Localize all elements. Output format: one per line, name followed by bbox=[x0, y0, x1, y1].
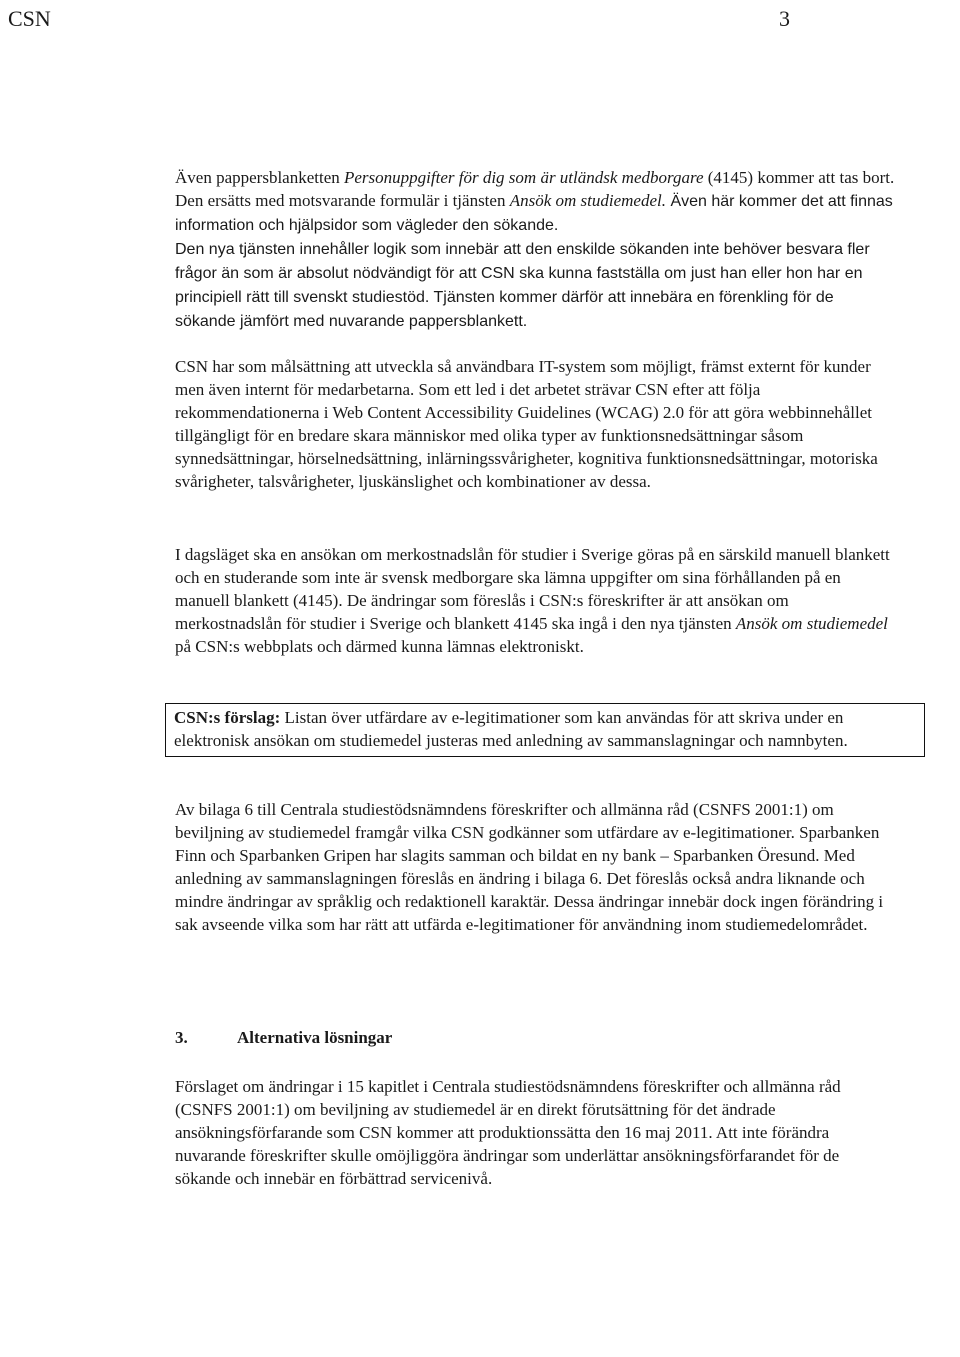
service-name: Ansök om studiemedel bbox=[735, 614, 888, 633]
paragraph-text: Även här kommer det att finnas information och hjälpsidor som vägleder den sökande. bbox=[175, 193, 893, 234]
paragraph-text: på CSN:s webbplats och därmed kunna lämnas elektroniskt. bbox=[175, 637, 584, 656]
section-number: 3. bbox=[175, 1028, 188, 1047]
service-name: Ansök om studiemedel. bbox=[509, 191, 666, 210]
page-number: 3 bbox=[779, 6, 790, 31]
proposal-text: Listan över utfärdare av e-legitimationer som kan användas för att skriva under en elektronisk ansökan om studiemedel justeras med anledning av sammanslagningar och namnbyten. bbox=[174, 708, 848, 750]
paragraph-text: Den nya tjänsten innehåller logik som innebär att den enskilde sökanden inte behöver besvara fler frågor än som är absolut nödvändigt för att CSN ska kunna fastställa om just han eller hon har en principiell rätt till svenskt studiestöd. Tjänsten kommer därför att innebära en förenkling för de sökande jämfört med nuvarande pappersblankett. bbox=[175, 241, 870, 330]
header-organization: CSN bbox=[8, 6, 51, 31]
paragraph-paper-form bbox=[175, 166, 895, 333]
proposal-box bbox=[165, 703, 925, 757]
form-title: Personuppgifter för dig som är utländsk medborgare bbox=[344, 168, 704, 187]
paragraph-text: I dagsläget ska en ansökan om merkostnadslån för studier i Sverige göras på en särskild manuell blankett och en studerande som inte är svensk medborgare ska lämna uppgifter om sina förhållanden på en manuell blankett (4145). De ändringar som föreslås i CSN:s föreskrifter är att ansökan om merkostnadslån för studier i Sverige och blankett 4145 ska ingå i den nya tjänsten bbox=[175, 545, 890, 633]
section-title: Alternativa lösningar bbox=[237, 1028, 393, 1047]
paragraph-current-process bbox=[175, 543, 895, 658]
proposal-label: CSN:s förslag: bbox=[174, 708, 281, 727]
paragraph-text: (4145) kommer att tas bort. Den ersätts med motsvarande formulär i tjänsten bbox=[175, 168, 895, 210]
paragraph-accessibility: CSN har som målsättning att utveckla så användbara IT-system som möjligt, främst externt för kunder men även internt för medarbetarna. Som ett led i det arbetet strävar CSN efter att följa rekommendationerna i Web Content Accessibility Guidelines (WCAG) 2.0 för att göra webbinnehållet tillgängligt för en bredare skara människor med olika typer av funktionsnedsättningar såsom synnedsättningar, hörselnedsättning, inlärningssvårigheter, kognitiva funktionsnedsättningar, motoriska svårigheter, talsvårigheter, ljuskänslighet och kombinationer av dessa. bbox=[175, 357, 878, 491]
paragraph-alternatives: Förslaget om ändringar i 15 kapitlet i Centrala studiestödsnämndens föreskrifter och allmänna råd (CSNFS 2001:1) om beviljning av studiemedel är en direkt förutsättning för det ändrade ansökningsförfarande som CSN kommer att produktionssätta den 16 maj 2011. Att inte förändra nuvarande föreskrifter skulle omöjliggöra ändringar som underlättar ansökningsförfarandet för de sökande och innebär en förbättrad servicenivå. bbox=[175, 1077, 841, 1188]
paragraph-text: Även pappersblanketten bbox=[175, 168, 344, 187]
paragraph-bilaga-6: Av bilaga 6 till Centrala studiestödsnämndens föreskrifter och allmänna råd (CSNFS 2001:1) om beviljning av studiemedel framgår vilka CSN godkänner som utfärdare av e-legitimationer. Sparbanken Finn och Sparbanken Gripen har slagits samman och bildat en ny bank – Sparbanken Öresund. Med anledning av sammanslagningen föreslås en ändring i bilaga 6. Det föreslås också andra liknande och mindre ändringar av språklig och redaktionell karaktär. Dessa ändringar innebär dock ingen förändring i sak avseende vilka som har rätt att utfärda e-legitimationer för användning inom studiemedelområdet. bbox=[175, 800, 884, 934]
